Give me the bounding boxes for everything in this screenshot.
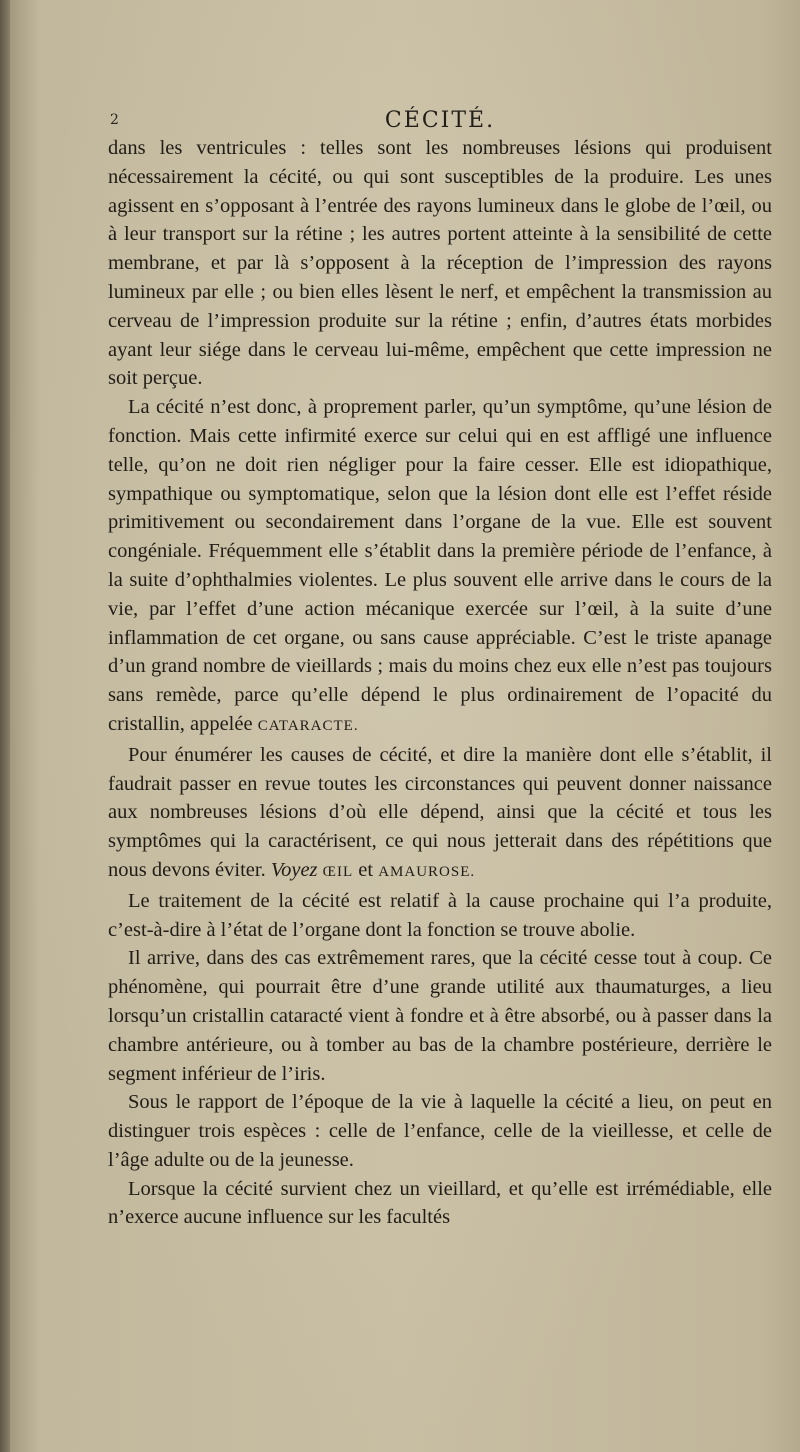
paragraph-4-text: Le traitement de la cécité est relatif à la cause prochaine qui l’a produite, c’est-à-dire à l’état de l’organe dont la fonction se trouve abolie.	[108, 889, 772, 941]
cross-reference-oeil: ŒIL	[322, 863, 354, 880]
paragraph-6-text: Sous le rapport de l’époque de la vie à laquelle la cécité a lieu, on peut en distinguer trois espèces : celle de l’enfance, celle de la vieillesse, et celle de l’âge adulte ou de la jeunesse.	[108, 1091, 772, 1171]
cross-reference-voyez: Voyez	[270, 858, 318, 881]
paragraph-1	[108, 134, 772, 393]
paragraph-7-text: Lorsque la cécité survient chez un vieillard, et qu’elle est irrémédiable, elle n’exerce aucune influence sur les facultés	[108, 1177, 772, 1229]
paragraph-4	[108, 887, 772, 945]
paragraph-1-text: dans les ventricules : telles sont les nombreuses lésions qui produisent nécessairement la cécité, ou qui sont susceptibles de la produire. Les unes agissent en s’opposant à l’entrée des rayons lumineux dans le globe de l’œil, ou à leur transport sur la rétine ; les autres portent atteinte à la sensibilité de cette membrane, et par là s’opposent à la réception de l’impression des rayons lumineux par elle ; ou bien elles lèsent le nerf, et empêchent la transmission au cerveau de l’impression produite sur la rétine ; enfin, d’autres états morbides ayant leur siége dans le cerveau lui-même, empêchent que cette impression ne soit perçue.	[108, 137, 772, 390]
paragraph-3	[108, 741, 772, 887]
paragraph-3-text: Pour énumérer les causes de cécité, et dire la manière dont elle s’établit, il faudrait passer en revue toutes les circonstances qui peuvent donner naissance aux nombreuses lésions d’où elle dépend, ainsi que la cécité et tous les symptômes qui la caractérisent, ce qui nous jetterait dans des répétitions que nous devons éviter.	[108, 743, 772, 881]
running-title: CÉCITÉ.	[384, 108, 496, 133]
paragraph-2	[108, 393, 772, 741]
paragraph-6	[108, 1088, 772, 1174]
body-text	[108, 134, 772, 1232]
paragraph-2-text: La cécité n’est donc, à proprement parler, qu’un symptôme, qu’une lésion de fonction. Mais cette infirmité exerce sur celui qui en est affligé une influence telle, qu’on ne doit rien négliger pour la faire cesser. Elle est idiopathique, sympathique ou symptomatique, selon que la lésion dont elle est l’effet réside primitivement ou secondairement dans l’organe de la vue. Elle est souvent congéniale. Fréquemment elle s’établit dans la première période de l’enfance, à la suite d’ophthalmies violentes. Le plus souvent elle arrive dans le cours de la vie, par l’effet d’une action mécanique exercée sur l’œil, à la suite d’une inflammation de cet organe, ou sans cause appréciable. C’est le triste apanage d’un grand nombre de vieillards ; mais du moins chez eux elle n’est pas toujours sans remède, parce qu’elle dépend le plus ordinairement de l’opacité du cristallin, appelée	[108, 396, 772, 735]
paragraph-5	[108, 944, 772, 1088]
paragraph-7	[108, 1175, 772, 1233]
term-cataracte: CATARACTE.	[257, 717, 359, 734]
paragraph-5-text: Il arrive, dans des cas extrêmement rares, que la cécité cesse tout à coup. Ce phénomène, qui pourrait être d’une grande utilité aux thaumaturges, a lieu lorsqu’un cristallin cataracté vient à fondre et à être absorbé, ou à passer dans la chambre antérieure, ou à tomber au bas de la chambre postérieure, derrière le segment inférieur de l’iris.	[108, 947, 772, 1085]
cross-reference-amaurose: AMAUROSE.	[378, 863, 476, 880]
page-number: 2	[110, 112, 120, 128]
page-binding-edge	[0, 0, 10, 1452]
cross-reference-conjunction: et	[358, 858, 374, 881]
